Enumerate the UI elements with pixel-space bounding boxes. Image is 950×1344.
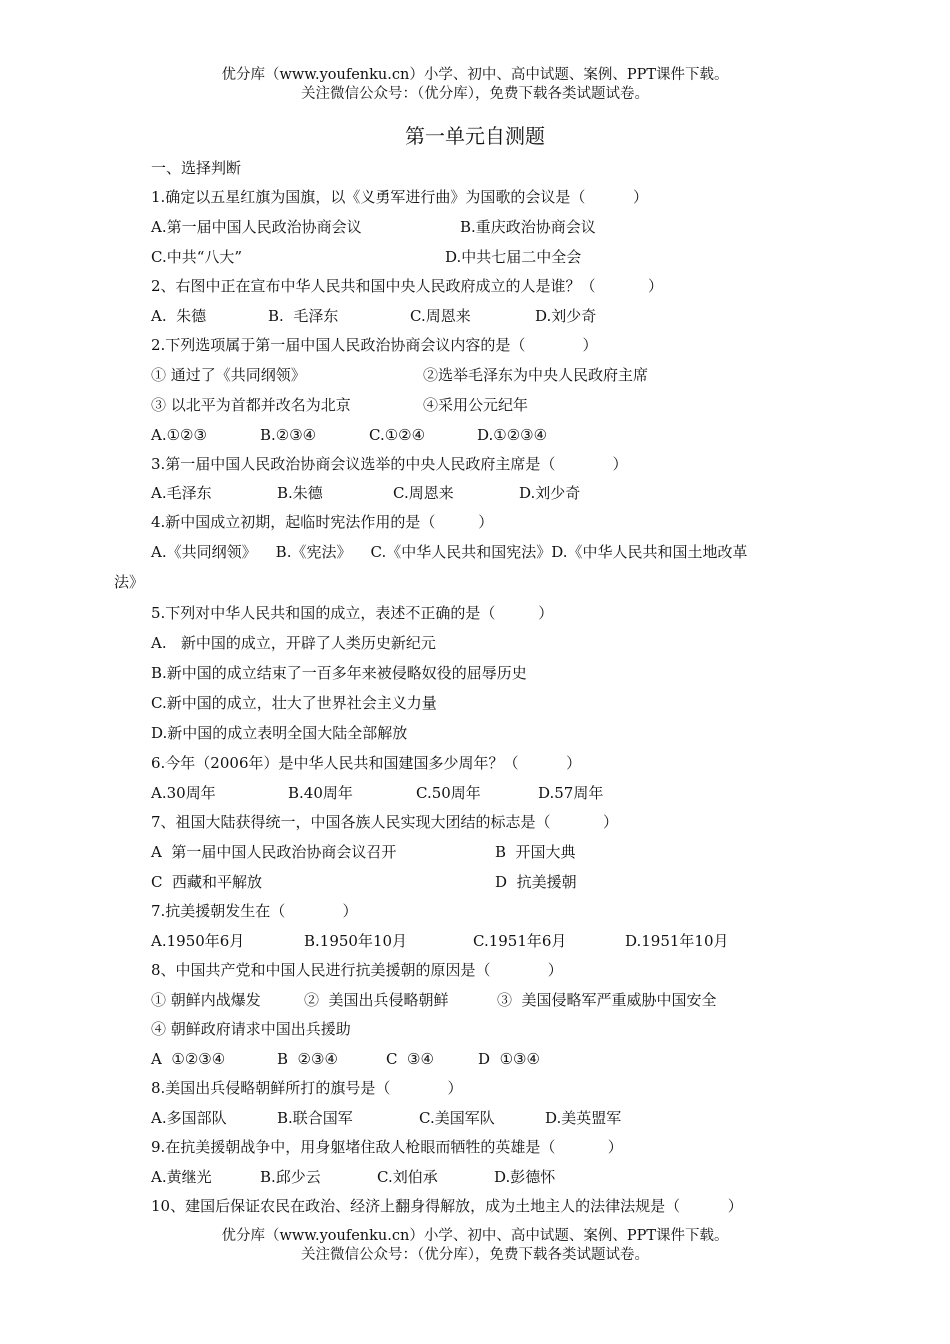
question-9-option-a: A.黄继光 — [151, 1168, 212, 1186]
question-7b-option-c: C.1951年6月 — [473, 932, 567, 950]
question-9-option-b: B.邱少云 — [260, 1168, 321, 1186]
question-7b-option-a: A.1950年6月 — [151, 932, 245, 950]
question-2a-option-d: D.刘少奇 — [535, 307, 597, 325]
question-7a-option-b: B 开国大典 — [495, 843, 576, 861]
question-7a-option-a: A 第一届中国人民政治协商会议召开 — [151, 843, 397, 861]
question-3-option-d: D.刘少奇 — [519, 484, 581, 502]
question-8a-statement-4: ④ 朝鲜政府请求中国出兵援助 — [151, 1020, 351, 1038]
header-line-2: 关注微信公众号：（优分库），免费下载各类试题试卷。 — [301, 86, 649, 102]
question-8a-statement-3: ③ 美国侵略军严重威胁中国安全 — [497, 991, 717, 1009]
page-title: 第一单元自测题 — [405, 124, 545, 148]
question-1-option-d: D.中共七届二中全会 — [445, 248, 582, 266]
question-2b-stem: 2.下列选项属于第一届中国人民政治协商会议内容的是（ ） — [151, 336, 598, 354]
question-3-option-a: A.毛泽东 — [151, 484, 212, 502]
question-8a-option-a: A ①②③④ — [151, 1050, 226, 1068]
question-7a-stem: 7、祖国大陆获得统一，中国各族人民实现大团结的标志是（ ） — [151, 813, 618, 831]
question-8a-statement-1: ① 朝鲜内战爆发 — [151, 991, 261, 1009]
question-2b-statement-3: ③ 以北平为首都并改名为北京 — [151, 396, 351, 414]
question-8a-statement-2: ② 美国出兵侵略朝鲜 — [304, 991, 449, 1009]
question-4-options-continued: 法》 — [114, 573, 145, 591]
question-7b-option-b: B.1950年10月 — [304, 932, 408, 950]
question-6-stem: 6.今年（2006年）是中华人民共和国建国多少周年？（ ） — [151, 754, 582, 772]
question-2b-statement-4: ④采用公元纪年 — [423, 396, 529, 414]
question-5-option-d: D.新中国的成立表明全国大陆全部解放 — [151, 724, 408, 742]
question-8b-option-b: B.联合国军 — [277, 1109, 353, 1127]
footer-line-1: 优分库（www.youfenku.cn）小学、初中、高中试题、案例、PPT课件下载。 — [221, 1228, 729, 1244]
question-3-option-b: B.朱德 — [277, 484, 323, 502]
question-2a-stem: 2、右图中正在宣布中华人民共和国中央人民政府成立的人是谁？（ ） — [151, 277, 663, 295]
question-2a-option-b: B. 毛泽东 — [268, 307, 339, 325]
question-7a-option-d: D 抗美援朝 — [495, 873, 577, 891]
question-6-option-b: B.40周年 — [288, 784, 353, 802]
question-2b-option-c: C.①②④ — [369, 426, 426, 444]
question-1-option-a: A.第一届中国人民政治协商会议 — [151, 218, 362, 236]
question-8b-option-a: A.多国部队 — [151, 1109, 227, 1127]
question-7b-option-d: D.1951年10月 — [625, 932, 729, 950]
question-1-option-b: B.重庆政治协商会议 — [460, 218, 596, 236]
section-heading: 一、选择判断 — [151, 159, 242, 177]
question-8a-stem: 8、中国共产党和中国人民进行抗美援朝的原因是（ ） — [151, 961, 563, 979]
question-5-stem: 5.下列对中华人民共和国的成立，表述不正确的是（ ） — [151, 604, 554, 622]
question-2a-option-c: C.周恩来 — [410, 307, 471, 325]
question-2a-option-a: A. 朱德 — [151, 307, 207, 325]
question-5-option-b: B.新中国的成立结束了一百多年来被侵略奴役的屈辱历史 — [151, 664, 527, 682]
question-9-stem: 9.在抗美援朝战争中，用身躯堵住敌人枪眼而牺牲的英雄是（ ） — [151, 1138, 623, 1156]
question-4-options: A.《共同纲领》 B.《宪法》 C.《中华人民共和国宪法》D.《中华人民共和国土地改革 — [151, 543, 748, 561]
question-8a-option-c: C ③④ — [386, 1050, 434, 1068]
header-line-1: 优分库（www.youfenku.cn）小学、初中、高中试题、案例、PPT课件下载。 — [221, 67, 729, 83]
question-2b-statement-2: ②选举毛泽东为中央人民政府主席 — [423, 366, 649, 384]
question-8b-option-d: D.美英盟军 — [545, 1109, 622, 1127]
question-1-option-c: C.中共“八大” — [151, 248, 243, 266]
question-6-option-d: D.57周年 — [538, 784, 604, 802]
question-5-option-a: A. 新中国的成立，开辟了人类历史新纪元 — [151, 634, 436, 652]
question-2b-option-b: B.②③④ — [260, 426, 317, 444]
question-10-stem: 10、建国后保证农民在政治、经济上翻身得解放，成为土地主人的法律法规是（ ） — [151, 1197, 743, 1215]
question-1-stem: 1.确定以五星红旗为国旗，以《义勇军进行曲》为国歌的会议是（ ） — [151, 188, 648, 206]
question-8a-option-d: D ①③④ — [478, 1050, 540, 1068]
question-6-option-a: A.30周年 — [151, 784, 216, 802]
question-2b-statement-1: ① 通过了《共同纲领》 — [151, 366, 306, 384]
question-8a-option-b: B ②③④ — [277, 1050, 338, 1068]
question-9-option-c: C.刘伯承 — [377, 1168, 438, 1186]
question-3-option-c: C.周恩来 — [393, 484, 454, 502]
question-8b-option-c: C.美国军队 — [419, 1109, 495, 1127]
question-4-stem: 4.新中国成立初期，起临时宪法作用的是（ ） — [151, 513, 494, 531]
question-9-option-d: D.彭德怀 — [494, 1168, 556, 1186]
question-3-stem: 3.第一届中国人民政治协商会议选举的中央人民政府主席是（ ） — [151, 455, 628, 473]
question-8b-stem: 8.美国出兵侵略朝鲜所打的旗号是（ ） — [151, 1079, 463, 1097]
question-2b-option-a: A.①②③ — [151, 426, 207, 444]
page-footer — [0, 1227, 950, 1265]
question-6-option-c: C.50周年 — [416, 784, 481, 802]
question-2b-option-d: D.①②③④ — [477, 426, 548, 444]
question-7b-stem: 7.抗美援朝发生在（ ） — [151, 902, 358, 920]
question-5-option-c: C.新中国的成立，壮大了世界社会主义力量 — [151, 694, 437, 712]
footer-line-2: 关注微信公众号：（优分库），免费下载各类试题试卷。 — [301, 1247, 649, 1263]
question-7a-option-c: C 西藏和平解放 — [151, 873, 263, 891]
page-header — [0, 66, 950, 104]
